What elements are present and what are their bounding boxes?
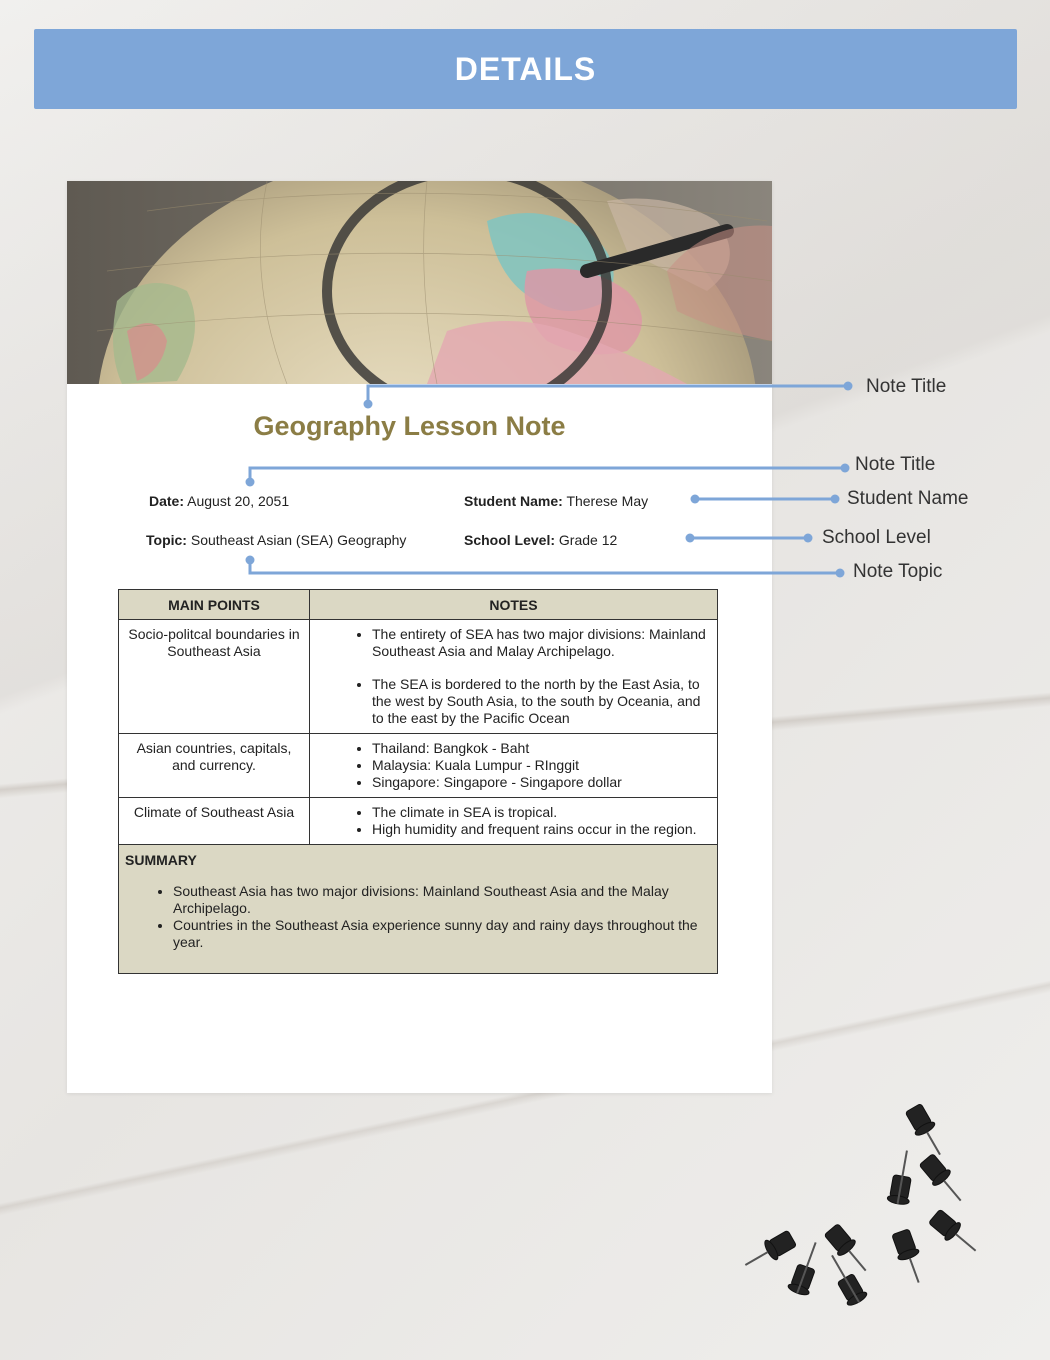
note-item: • Malaysia: Kuala Lumpur - RInggit [372,757,711,774]
callout-dot [686,534,695,543]
header-main-points: MAIN POINTS [119,590,310,620]
header-notes: NOTES [310,590,718,620]
note-item: • Thailand: Bangkok - Baht [372,740,711,757]
callout-student-name: Student Name [847,488,969,509]
banner-title: DETAILS [454,50,597,87]
main-point-cell: Socio-politcal boundaries in Southeast Asia [119,620,310,734]
date-label: Date: [149,493,185,509]
note-item: • The entirety of SEA has two major divisions: Mainland Southeast Asia and Malay Archipelago. [372,626,711,660]
callout-dot [804,534,813,543]
callout-dot [831,495,840,504]
summary-item: • Countries in the Southeast Asia experience sunny day and rainy days throughout the year. [173,917,711,951]
summary-item: • Southeast Asia has two major divisions: Mainland Southeast Asia and the Malay Archipelago. [173,883,711,917]
topic-label: Topic: [146,532,187,548]
callout-dot [691,495,700,504]
school-level-label: School Level: [464,532,556,548]
note-item: • The climate in SEA is tropical. [372,804,711,821]
callout-dot [844,382,853,391]
callout-note-title: Note Title [866,376,947,397]
note-item: • High humidity and frequent rains occur in the region. [372,821,711,838]
callout-school-level: School Level [822,527,931,548]
main-point-cell: Asian countries, capitals, and currency. [119,734,310,798]
callout-dot [836,569,845,578]
date-value: August 20, 2051 [187,493,290,509]
callout-dot [246,556,255,565]
topic-value: Southeast Asian (SEA) Geography [190,532,407,548]
callout-dot [364,400,373,409]
note-item: • The SEA is bordered to the north by the East Asia, to the west by South Asia, to the south by Oceania, and to the east by the Pacific Ocean [372,676,711,727]
lesson-note-title: Geography Lesson Note [253,411,566,441]
callout-dot [246,478,255,487]
student-name-value: Therese May [566,493,649,509]
callout-note-title-2: Note Title [855,454,936,475]
callout-note-topic: Note Topic [853,561,943,582]
school-level-value: Grade 12 [558,532,618,548]
student-name-label: Student Name: [464,493,563,509]
main-point-cell: Climate of Southeast Asia [119,798,310,845]
note-item: • Singapore: Singapore - Singapore dollar [372,774,711,791]
callout-dot [841,464,850,473]
summary-label: SUMMARY [125,852,197,868]
push-pins-decoration [740,1090,1000,1330]
